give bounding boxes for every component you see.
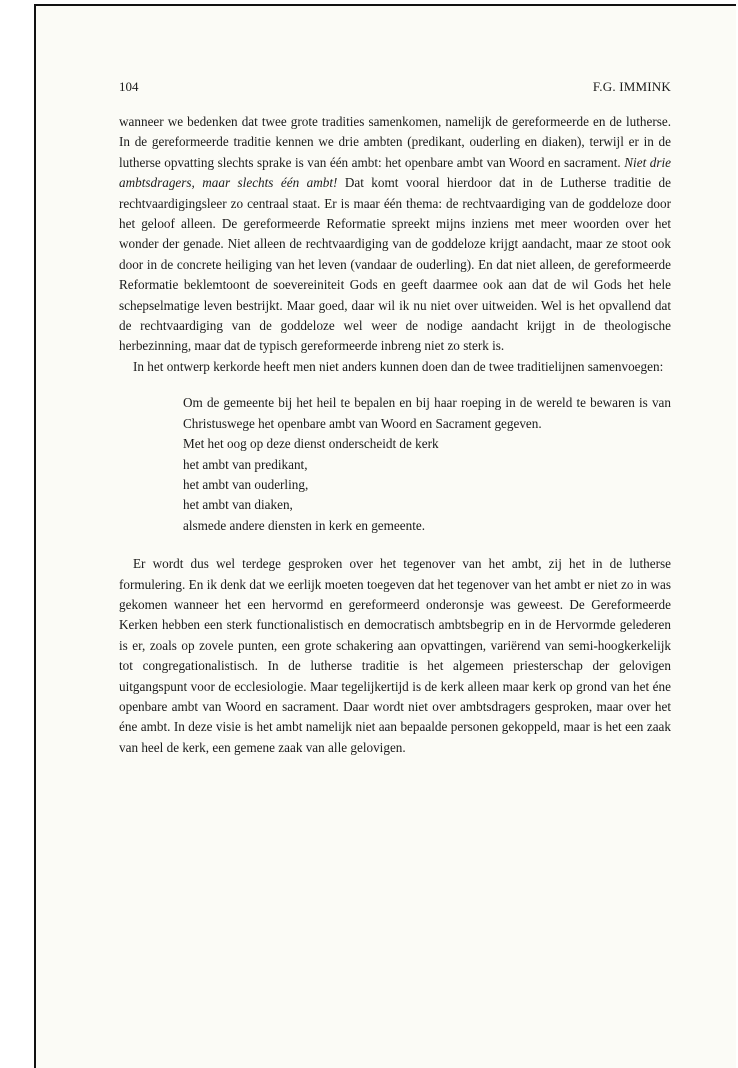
quote-item: het ambt van diaken, xyxy=(183,497,293,513)
paragraph-1-text-a: wanneer we bedenken dat twee grote tradities samenkomen, namelijk de gereformeerde en de lutherse. In de gereformeerde traditie kennen we drie ambten (predikant, ouderling en diaken), terwijl er in de lutherse opvatting slechts sprake is van één ambt: het openbare ambt van Woord en sacrament. xyxy=(119,114,671,170)
body-text xyxy=(119,112,671,758)
document-page xyxy=(34,4,736,1068)
quote-item: het ambt van ouderling, xyxy=(183,476,309,492)
quote-text: Om de gemeente bij het heil te bepalen en bij haar roeping in de wereld te bewaren is van Christuswege het openbare ambt van Woord en Sacrament gegeven. xyxy=(183,395,671,431)
block-quote xyxy=(183,393,671,536)
paragraph-2: In het ontwerp kerkorde heeft men niet anders kunnen doen dan de twee traditielijnen samenvoegen: xyxy=(133,358,664,374)
quote-item: het ambt van predikant, xyxy=(183,456,308,472)
paragraph-3: Er wordt dus wel terdege gesproken over het tegenover van het ambt, zij het in de lutherse formulering. En ik denk dat we eerlijk moeten toegeven dat het tegenover van het ambt er niet zo in was gekomen wanneer het een hervormd en gereformeerd onderonsje was geweest. De Gereformeerde Kerken hebben een sterk functionalistisch en democratisch ambtsbegrip en in de Hervormde gelederen is er, zoals op zovele punten, een grote schakering aan opvattingen, variërend van semi-hoogkerkelijk tot congregationalistisch. In de lutherse traditie is het algemeen priesterschap der gelovigen uitgangspunt voor de ecclesiologie. Maar tegelijkertijd is de kerk alleen maar kerk op grond van het éne openbare ambt van Woord en sacrament. Daar wordt niet over ambtsdragers gesproken, maar over het éne ambt. In deze visie is het ambt namelijk niet aan bepaalde personen gekoppeld, maar is het een zaak van heel de kerk, een gemene zaak van alle gelovigen. xyxy=(119,556,671,755)
paragraph-1 xyxy=(119,112,671,357)
paragraph-1-italic: Niet drie ambtsdragers, maar slechts één ambt! xyxy=(119,154,671,191)
spacer xyxy=(119,536,671,554)
paragraph-1-text-b: Dat komt vooral hierdoor dat in de Lutherse traditie de rechtvaardigingsleer zo centraal staat. Er is maar één thema: de rechtvaardiging van de goddeloze door het geloof alleen. De gereformeerde Reformatie spreekt mijns inziens met meer woorden over het wonder der genade. Niet alleen de rechtvaardiging van de goddeloze krijgt aandacht, maar ze stoot ook door in de concrete heiliging van het leven (vandaar de ouderling). En dat niet alleen, de gereformeerde Reformatie beklemtoont de soevereiniteit Gods en geeft daarmee ook aan dat de wil Gods het hele schepselmatige leven bestrijkt. Maar goed, daar wil ik nu niet over uitweiden. Wel is het opvallend dat de rechtvaardiging van de goddeloze wel weer de nodige aandacht krijgt in de theologische herbezinning, maar dat de typisch gereformeerde inbreng niet zo sterk is. xyxy=(119,175,672,354)
running-head: F.G. IMMINK xyxy=(592,79,671,94)
page-number: 104 xyxy=(119,79,139,94)
quote-intro: Met het oog op deze dienst onderscheidt de kerk xyxy=(183,436,439,452)
quote-item: alsmede andere diensten in kerk en gemeente. xyxy=(183,517,426,533)
